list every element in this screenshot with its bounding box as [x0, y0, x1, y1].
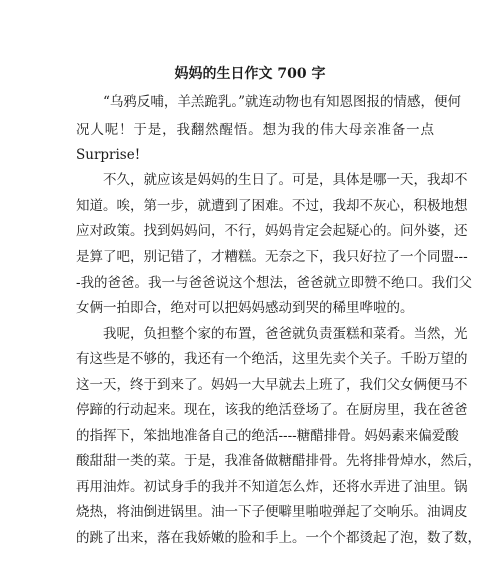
paragraph-3-line-9: 的跳了出来，落在我娇嫩的脸和手上。一个个都烫起了泡，数了数，: [76, 530, 481, 546]
paragraph-3-line-6: 酸甜甜一类的菜。于是，我准备做糖醋排骨。先将排骨焯水，然后，: [76, 453, 481, 469]
paragraph-2-line-2: 知道。唉，第一步，就遭到了困难。不过，我却不灰心，积极地想: [76, 198, 468, 214]
paragraph-2-line-5: -我的爸爸。我一与爸爸说这个想法，爸爸就立即赞不绝口。我们父: [76, 275, 473, 291]
paragraph-3-line-2: 有这些是不够的，我还有一个绝活，这里先卖个关子。千盼万望的: [76, 351, 468, 367]
paragraph-3-line-1: 我呢，负担整个家的布置，爸爸就负责蛋糕和菜肴。当然，光: [103, 326, 468, 342]
paragraph-3-line-8: 烧热，将油倒进锅里。油一下子便噼里啪啦弹起了交响乐。油调皮: [76, 504, 468, 520]
paragraph-3-line-7: 再用油炸。初试身手的我并不知道怎么炸，还将水弄进了油里。锅: [76, 479, 468, 495]
paragraph-2-line-3: 应对政策。找到妈妈问，不行，妈妈肯定会起疑心的。问外婆，还: [76, 223, 468, 239]
paragraph-3-line-4: 停蹄的行动起来。现在，该我的绝活登场了。在厨房里，我在爸爸: [76, 402, 468, 418]
paragraph-2-line-6: 女俩一拍即合，绝对可以把妈妈感动到哭的稀里哗啦的。: [76, 300, 414, 316]
paragraph-1-line-3: Surprise!: [76, 147, 141, 163]
paragraph-1-line-1: “乌鸦反哺，羊羔跪乳。”就连动物也有知恩图报的情感，便何: [103, 94, 462, 110]
document-title: 妈妈的生日作文 700 字: [174, 66, 326, 82]
paragraph-3-line-3: 这一天，终于到来了。妈妈一大早就去上班了，我们父女俩便马不: [76, 377, 468, 393]
paragraph-2-line-1: 不久，就应该是妈妈的生日了。可是，具体是哪一天，我却不: [103, 172, 468, 188]
paragraph-3-line-5: 的指挥下，笨拙地准备自己的绝活----糖醋排骨。妈妈素来偏爱酸: [76, 428, 459, 444]
paragraph-2-line-4: 是算了吧，别记错了，才糟糕。无奈之下，我只好拉了一个同盟---: [76, 249, 468, 265]
paragraph-1-line-2: 况人呢！于是，我翻然醒悟。想为我的伟大母亲准备一点: [76, 122, 434, 138]
